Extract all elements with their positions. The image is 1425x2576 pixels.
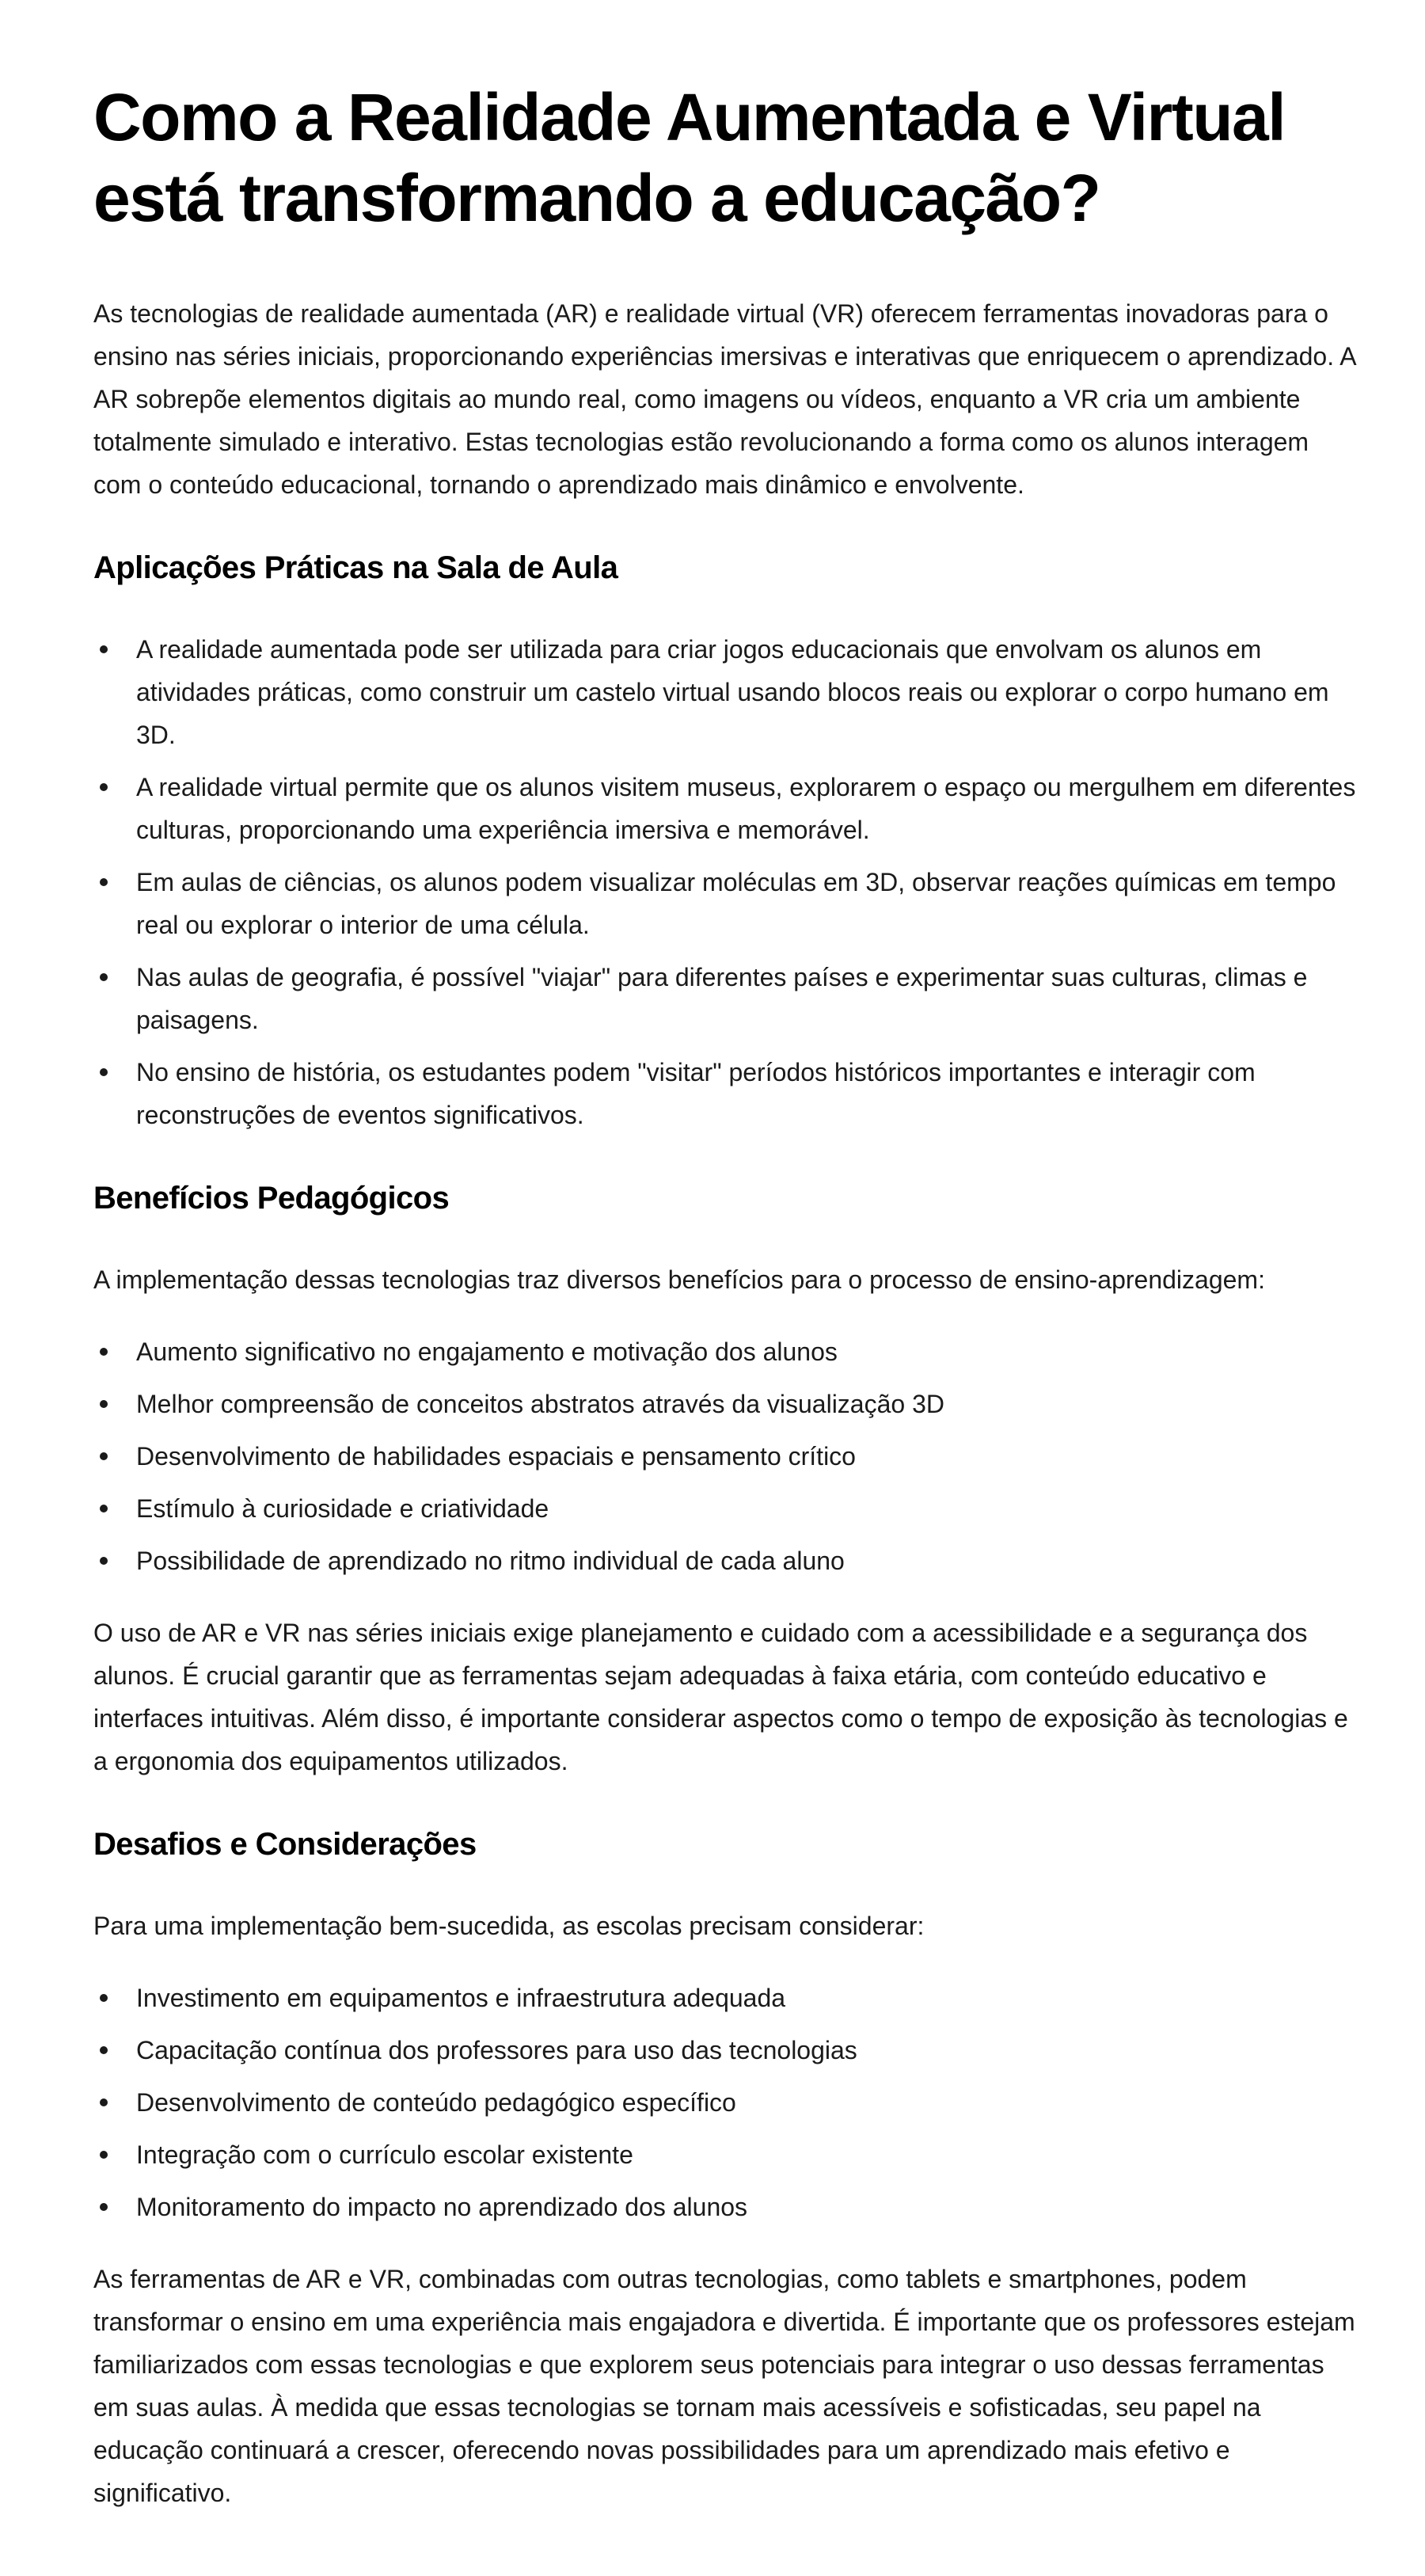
list-item-text: Possibilidade de aprendizado no ritmo individual de cada aluno — [136, 1547, 845, 1575]
section-heading-applications: Aplicações Práticas na Sala de Aula — [93, 550, 618, 585]
list-item — [93, 1435, 1363, 1478]
list-item-text: A realidade virtual permite que os alunos visitem museus, explorarem o espaço ou mergulhem em diferentes culturas, proporcionando uma experiência imersiva e memorável. — [136, 773, 1356, 844]
list-item — [93, 1330, 1363, 1373]
bullet-icon — [100, 2098, 108, 2106]
list-item-text: Melhor compreensão de conceitos abstratos através da visualização 3D — [136, 1390, 944, 1418]
page-title: Como a Realidade Aumentada e Virtual está transformando a educação? — [93, 80, 1286, 235]
list-item — [93, 861, 1363, 946]
bullet-icon — [100, 2203, 108, 2211]
list-item — [93, 1051, 1363, 1136]
applications-list — [93, 628, 1363, 1136]
bullet-icon — [100, 2151, 108, 2159]
list-item-text: Estímulo à curiosidade e criatividade — [136, 1494, 549, 1523]
bullet-icon — [100, 783, 108, 791]
list-item — [93, 2081, 1363, 2124]
list-item — [93, 766, 1363, 851]
bullet-icon — [100, 645, 108, 653]
bullet-icon — [100, 1400, 108, 1408]
list-item — [93, 1487, 1363, 1530]
list-item — [93, 628, 1363, 756]
bullet-icon — [100, 1557, 108, 1565]
bullet-icon — [100, 878, 108, 886]
benefits-intro: A implementação dessas tecnologias traz diversos benefícios para o processo de ensino-aprendizagem: — [93, 1265, 1265, 1294]
benefits-outro: O uso de AR e VR nas séries iniciais exige planejamento e cuidado com a acessibilidade e a segurança dos alunos. É crucial garantir que as ferramentas sejam adequadas à faixa etária, com conteúdo educativo e interfaces intuitivas. Além disso, é importante considerar aspectos como o tempo de exposição às tecnologias e a ergonomia dos equipamentos utilizados. — [93, 1619, 1348, 1775]
list-item-text: Aumento significativo no engajamento e motivação dos alunos — [136, 1337, 838, 1366]
list-item — [93, 2029, 1363, 2072]
conclusion-paragraph: As ferramentas de AR e VR, combinadas com outras tecnologias, como tablets e smartphones, podem transformar o ensino em uma experiência mais engajadora e divertida. É importante que os professores estejam familiarizados com essas tecnologias e que explorem seus potenciais para integrar o uso dessas ferramentas em suas aulas. À medida que essas tecnologias se tornam mais acessíveis e sofisticadas, seu papel na educação continuará a crescer, oferecendo novas possibilidades para um aprendizado mais efetivo e significativo. — [93, 2265, 1355, 2507]
list-item-text: Investimento em equipamentos e infraestrutura adequada — [136, 1984, 786, 2012]
list-item-text: Desenvolvimento de conteúdo pedagógico específico — [136, 2088, 736, 2117]
bullet-icon — [100, 2046, 108, 2054]
section-heading-benefits: Benefícios Pedagógicos — [93, 1181, 450, 1216]
list-item-text: Nas aulas de geografia, é possível "viajar" para diferentes países e experimentar suas culturas, climas e paisagens. — [136, 963, 1308, 1034]
list-item-text: Capacitação contínua dos professores para uso das tecnologias — [136, 2036, 857, 2064]
list-item-text: Desenvolvimento de habilidades espaciais e pensamento crítico — [136, 1442, 856, 1471]
list-item — [93, 2186, 1363, 2228]
list-item — [93, 2133, 1363, 2176]
list-item-text: Monitoramento do impacto no aprendizado dos alunos — [136, 2193, 748, 2221]
benefits-list — [93, 1330, 1363, 1582]
bullet-icon — [100, 1505, 108, 1512]
bullet-icon — [100, 1348, 108, 1356]
list-item-text: No ensino de história, os estudantes podem "visitar" períodos históricos importantes e interagir com reconstruções de eventos significativos. — [136, 1058, 1256, 1129]
challenges-intro: Para uma implementação bem-sucedida, as escolas precisam considerar: — [93, 1912, 925, 1940]
section-heading-challenges: Desafios e Considerações — [93, 1827, 477, 1862]
bullet-icon — [100, 973, 108, 981]
list-item — [93, 1383, 1363, 1425]
list-item-text: A realidade aumentada pode ser utilizada para criar jogos educacionais que envolvam os alunos em atividades práticas, como construir um castelo virtual usando blocos reais ou explorar o corpo humano em 3D. — [136, 635, 1329, 749]
bullet-icon — [100, 1994, 108, 2002]
list-item-text: Em aulas de ciências, os alunos podem visualizar moléculas em 3D, observar reações químicas em tempo real ou explorar o interior de uma célula. — [136, 868, 1336, 939]
list-item — [93, 1539, 1363, 1582]
list-item — [93, 1977, 1363, 2019]
bullet-icon — [100, 1068, 108, 1076]
list-item-text: Integração com o currículo escolar existente — [136, 2140, 633, 2169]
intro-paragraph: As tecnologias de realidade aumentada (AR) e realidade virtual (VR) oferecem ferramentas inovadoras para o ensino nas séries iniciais, proporcionando experiências imersivas e interativas que enriquecem o aprendizado. A AR sobrepõe elementos digitais ao mundo real, como imagens ou vídeos, enquanto a VR cria um ambiente totalmente simulado e interativo. Estas tecnologias estão revolucionando a forma como os alunos interagem com o conteúdo educacional, tornando o aprendizado mais dinâmico e envolvente. — [93, 299, 1355, 499]
challenges-list — [93, 1977, 1363, 2228]
list-item — [93, 956, 1363, 1041]
bullet-icon — [100, 1452, 108, 1460]
